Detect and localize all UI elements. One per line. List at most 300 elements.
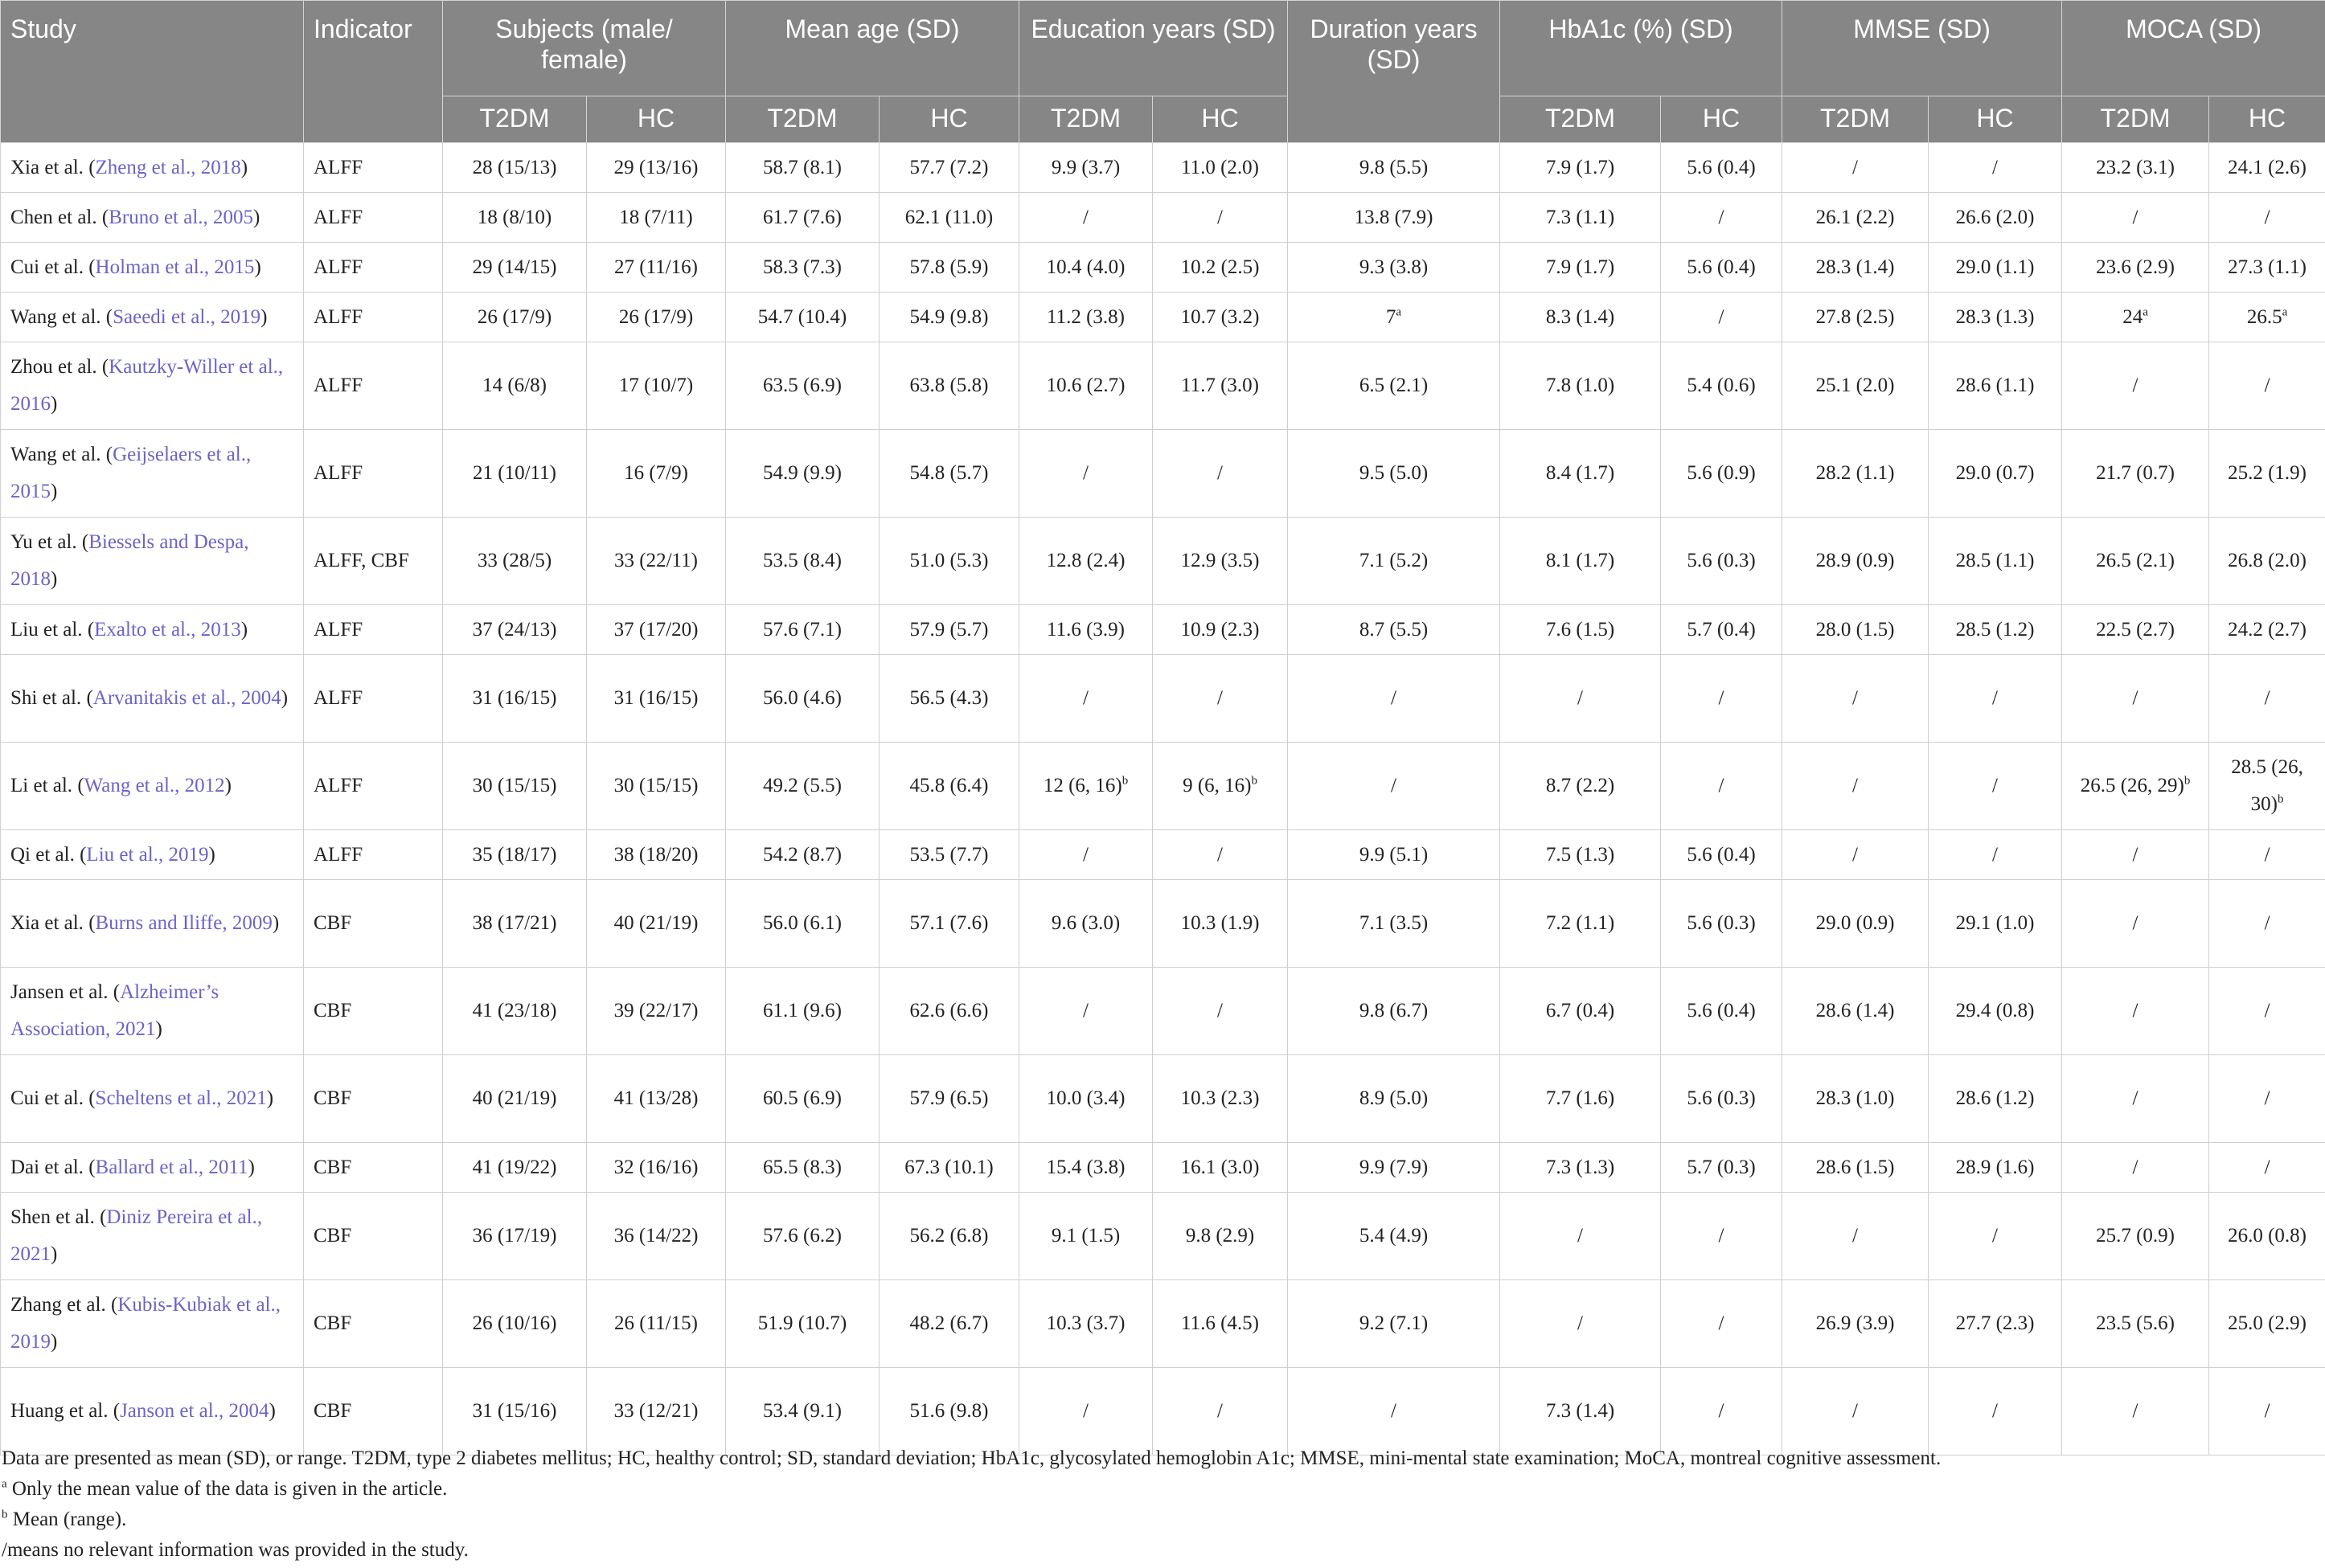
value-mmse-t2dm: 27.8 (2.5) bbox=[1815, 305, 1895, 328]
value-mmse-hc: 28.3 (1.3) bbox=[1955, 305, 2035, 328]
table-row bbox=[1, 518, 2325, 605]
cell-hba1c-t2dm bbox=[1500, 830, 1661, 880]
cell-subj-hc bbox=[587, 655, 726, 743]
cell-mmse-t2dm bbox=[1782, 243, 1929, 293]
value-subj-t2dm: 26 (17/9) bbox=[477, 305, 552, 328]
subheader-age-hc: HC bbox=[880, 96, 1019, 143]
value-age-hc: 45.8 (6.4) bbox=[909, 775, 989, 796]
cell-age-hc bbox=[880, 655, 1019, 743]
cell-age-t2dm bbox=[726, 968, 880, 1055]
cell-mmse-t2dm bbox=[1782, 1368, 1929, 1455]
value-age-t2dm: 61.7 (7.6) bbox=[763, 206, 842, 228]
cell-mmse-t2dm bbox=[1782, 1280, 1929, 1368]
value-subj-t2dm: 31 (15/16) bbox=[472, 1400, 557, 1422]
value-duration: 8.9 (5.0) bbox=[1359, 1087, 1429, 1109]
value-hba1c-t2dm: 8.1 (1.7) bbox=[1545, 550, 1615, 571]
study-cell: Xia et al. (Zheng et al., 2018) bbox=[1, 143, 304, 193]
cell-moca-t2dm bbox=[2062, 143, 2209, 193]
cell-age-hc bbox=[880, 743, 1019, 830]
cell-mmse-t2dm bbox=[1782, 293, 1929, 342]
cell-edu-hc bbox=[1153, 243, 1288, 293]
cell-subj-t2dm bbox=[443, 293, 587, 342]
value-hba1c-hc: / bbox=[1718, 1225, 1724, 1247]
indicator-cell: ALFF bbox=[304, 655, 443, 743]
value-subj-t2dm: 14 (6/8) bbox=[482, 375, 547, 396]
header-education: Education years (SD) bbox=[1019, 1, 1288, 96]
study-author: Cui et al. bbox=[10, 256, 84, 278]
value-duration: 6.5 (2.1) bbox=[1359, 375, 1429, 396]
cell-subj-t2dm bbox=[443, 1368, 587, 1455]
study-reference-link[interactable]: Exalto et al., 2013 bbox=[94, 618, 241, 641]
cell-duration bbox=[1288, 655, 1500, 743]
value-mmse-hc: 29.1 (1.0) bbox=[1955, 912, 2035, 934]
cell-hba1c-t2dm bbox=[1500, 968, 1661, 1055]
value-age-hc: 62.1 (11.0) bbox=[904, 206, 994, 228]
value-hba1c-hc: 5.7 (0.3) bbox=[1687, 1156, 1756, 1178]
value-moca-hc: 28.5 (26, 30) bbox=[2231, 756, 2303, 815]
cell-hba1c-t2dm bbox=[1500, 518, 1661, 605]
cell-mmse-t2dm bbox=[1782, 1055, 1929, 1143]
table-row bbox=[1, 880, 2325, 968]
cell-edu-t2dm bbox=[1019, 1280, 1153, 1368]
cell-mmse-t2dm bbox=[1782, 193, 1929, 243]
value-edu-hc: / bbox=[1217, 1000, 1223, 1021]
cell-subj-t2dm bbox=[443, 342, 587, 430]
value-edu-hc: / bbox=[1217, 687, 1223, 709]
value-hba1c-t2dm: 7.5 (1.3) bbox=[1545, 843, 1615, 866]
value-mmse-t2dm: 28.3 (1.4) bbox=[1815, 256, 1895, 278]
study-reference-link[interactable]: Biessels and Despa, 2018 bbox=[10, 531, 249, 590]
value-mmse-t2dm: 28.9 (0.9) bbox=[1815, 550, 1895, 571]
cell-moca-t2dm bbox=[2062, 743, 2209, 830]
value-age-hc: 56.2 (6.8) bbox=[909, 1225, 989, 1247]
study-reference-link[interactable]: Burns and Iliffe, 2009 bbox=[95, 912, 273, 934]
cell-subj-t2dm bbox=[443, 1143, 587, 1193]
cell-hba1c-hc bbox=[1661, 968, 1782, 1055]
cell-edu-hc bbox=[1153, 1280, 1288, 1368]
footnote-marker: a bbox=[2143, 305, 2148, 319]
cell-hba1c-t2dm bbox=[1500, 655, 1661, 743]
study-reference-link[interactable]: Saeedi et al., 2019 bbox=[113, 305, 261, 328]
cell-age-hc bbox=[880, 1280, 1019, 1368]
value-subj-t2dm: 18 (8/10) bbox=[477, 206, 552, 228]
cell-hba1c-hc bbox=[1661, 1055, 1782, 1143]
value-mmse-hc: 28.9 (1.6) bbox=[1955, 1156, 2035, 1178]
value-edu-t2dm: 12 (6, 16) bbox=[1043, 775, 1122, 796]
value-subj-hc: 41 (13/28) bbox=[613, 1087, 699, 1109]
study-cell: Zhang et al. (Kubis-Kubiak et al., 2019) bbox=[1, 1280, 304, 1368]
cell-age-hc bbox=[880, 143, 1019, 193]
footnote-abbreviations: Data are presented as mean (SD), or range. T2DM, type 2 diabetes mellitus; HC, healthy control; SD, standard deviation; HbA1c, glycosylated hemoglobin A1c; MMSE, mini-mental state examination; MoCA, montreal cognitive assessment. bbox=[2, 1447, 1942, 1469]
cell-edu-t2dm bbox=[1019, 518, 1153, 605]
value-mmse-t2dm: 26.1 (2.2) bbox=[1815, 206, 1895, 228]
value-duration: 9.3 (3.8) bbox=[1359, 256, 1429, 278]
cell-hba1c-t2dm bbox=[1500, 430, 1661, 518]
value-mmse-hc: 27.7 (2.3) bbox=[1955, 1312, 2035, 1334]
cell-subj-hc bbox=[587, 293, 726, 342]
value-hba1c-hc: / bbox=[1718, 206, 1724, 228]
study-reference-link[interactable]: Bruno et al., 2005 bbox=[109, 206, 254, 228]
cell-mmse-t2dm bbox=[1782, 830, 1929, 880]
value-age-t2dm: 54.9 (9.9) bbox=[763, 462, 842, 484]
study-author: Zhou et al. bbox=[10, 356, 97, 378]
indicator-cell: CBF bbox=[304, 1280, 443, 1368]
cell-mmse-hc bbox=[1929, 293, 2062, 342]
value-mmse-t2dm: 28.6 (1.5) bbox=[1815, 1156, 1895, 1178]
value-edu-t2dm: 10.0 (3.4) bbox=[1046, 1087, 1126, 1109]
value-mmse-hc: / bbox=[1992, 687, 1998, 709]
cell-duration bbox=[1288, 293, 1500, 342]
footnote-b-marker: b bbox=[2, 1508, 8, 1521]
cell-edu-t2dm bbox=[1019, 143, 1153, 193]
value-hba1c-t2dm: 8.7 (2.2) bbox=[1545, 775, 1615, 796]
value-moca-hc: / bbox=[2264, 1156, 2270, 1178]
cell-edu-t2dm bbox=[1019, 968, 1153, 1055]
cell-mmse-hc bbox=[1929, 193, 2062, 243]
value-age-hc: 56.5 (4.3) bbox=[909, 687, 989, 709]
cell-subj-hc bbox=[587, 968, 726, 1055]
value-mmse-t2dm: 26.9 (3.9) bbox=[1815, 1312, 1895, 1334]
cell-hba1c-t2dm bbox=[1500, 1368, 1661, 1455]
cell-age-hc bbox=[880, 293, 1019, 342]
value-edu-hc: 16.1 (3.0) bbox=[1180, 1156, 1260, 1178]
cell-mmse-t2dm bbox=[1782, 518, 1929, 605]
value-age-hc: 51.6 (9.8) bbox=[909, 1400, 989, 1422]
cell-age-t2dm bbox=[726, 605, 880, 655]
footnote-marker: b bbox=[2277, 792, 2284, 806]
study-cell: Wang et al. (Geijselaers et al., 2015) bbox=[1, 430, 304, 518]
cell-duration bbox=[1288, 143, 1500, 193]
study-reference-link[interactable]: Wang et al., 2012 bbox=[84, 775, 225, 796]
value-edu-t2dm: 10.3 (3.7) bbox=[1046, 1312, 1126, 1334]
cell-edu-t2dm bbox=[1019, 880, 1153, 968]
cell-duration bbox=[1288, 1055, 1500, 1143]
cell-moca-t2dm bbox=[2062, 342, 2209, 430]
value-hba1c-t2dm: 7.3 (1.4) bbox=[1545, 1400, 1615, 1422]
cell-moca-hc bbox=[2209, 743, 2325, 830]
study-author: Shen et al. bbox=[10, 1206, 95, 1228]
value-hba1c-hc: 5.6 (0.3) bbox=[1687, 912, 1756, 934]
value-age-hc: 63.8 (5.8) bbox=[909, 375, 989, 396]
value-hba1c-t2dm: 7.9 (1.7) bbox=[1545, 156, 1615, 178]
cell-moca-hc bbox=[2209, 143, 2325, 193]
value-moca-t2dm: 23.6 (2.9) bbox=[2096, 256, 2175, 278]
cell-age-hc bbox=[880, 1193, 1019, 1280]
study-cell: Jansen et al. (Alzheimer’s Association, 2021) bbox=[1, 968, 304, 1055]
cell-subj-hc bbox=[587, 518, 726, 605]
value-subj-hc: 17 (10/7) bbox=[618, 375, 694, 396]
study-reference-link[interactable]: Scheltens et al., 2021 bbox=[95, 1087, 267, 1109]
study-reference-link[interactable]: Alzheimer’s Association, 2021 bbox=[10, 981, 219, 1040]
cell-moca-t2dm bbox=[2062, 430, 2209, 518]
cell-hba1c-t2dm bbox=[1500, 243, 1661, 293]
study-reference-link[interactable]: Kautzky-Willer et al., 2016 bbox=[10, 356, 284, 415]
value-mmse-t2dm: / bbox=[1852, 1400, 1858, 1422]
value-duration: / bbox=[1391, 687, 1396, 709]
study-cell: Shi et al. (Arvanitakis et al., 2004) bbox=[1, 655, 304, 743]
indicator-cell: CBF bbox=[304, 1368, 443, 1455]
indicator-cell: CBF bbox=[304, 1143, 443, 1193]
cell-hba1c-hc bbox=[1661, 243, 1782, 293]
cell-mmse-t2dm bbox=[1782, 143, 1929, 193]
study-author: Cui et al. bbox=[10, 1087, 84, 1109]
cell-age-t2dm bbox=[726, 243, 880, 293]
study-author: Wang et al. bbox=[10, 444, 101, 465]
value-mmse-hc: 28.6 (1.2) bbox=[1955, 1087, 2035, 1109]
cell-edu-hc bbox=[1153, 293, 1288, 342]
value-moca-hc: / bbox=[2264, 843, 2270, 866]
cell-subj-hc bbox=[587, 193, 726, 243]
cell-moca-t2dm bbox=[2062, 1280, 2209, 1368]
value-duration: / bbox=[1391, 775, 1396, 796]
value-mmse-hc: / bbox=[1992, 775, 1998, 796]
value-edu-t2dm: 10.4 (4.0) bbox=[1046, 256, 1126, 278]
cell-mmse-hc bbox=[1929, 968, 2062, 1055]
cell-mmse-hc bbox=[1929, 655, 2062, 743]
value-edu-hc: 11.6 (4.5) bbox=[1181, 1312, 1259, 1334]
value-edu-hc: 10.2 (2.5) bbox=[1180, 256, 1260, 278]
cell-mmse-hc bbox=[1929, 143, 2062, 193]
subheader-hba1c-t2dm: T2DM bbox=[1500, 96, 1661, 143]
cell-edu-t2dm bbox=[1019, 430, 1153, 518]
cell-hba1c-hc bbox=[1661, 193, 1782, 243]
value-subj-t2dm: 31 (16/15) bbox=[472, 687, 557, 709]
value-subj-hc: 16 (7/9) bbox=[624, 462, 688, 484]
value-mmse-hc: / bbox=[1992, 156, 1998, 178]
cell-hba1c-hc bbox=[1661, 293, 1782, 342]
value-moca-hc: 26.5 bbox=[2246, 305, 2282, 328]
table-row bbox=[1, 342, 2325, 430]
cell-moca-t2dm bbox=[2062, 518, 2209, 605]
cell-age-hc bbox=[880, 1055, 1019, 1143]
subheader-hba1c-hc: HC bbox=[1661, 96, 1782, 143]
cell-edu-t2dm bbox=[1019, 243, 1153, 293]
value-duration: 7 bbox=[1385, 305, 1396, 328]
cell-hba1c-t2dm bbox=[1500, 605, 1661, 655]
value-age-hc: 67.3 (10.1) bbox=[904, 1156, 994, 1178]
cell-edu-hc bbox=[1153, 430, 1288, 518]
cell-age-t2dm bbox=[726, 1280, 880, 1368]
value-age-hc: 62.6 (6.6) bbox=[909, 1000, 989, 1021]
table-row bbox=[1, 655, 2325, 743]
cell-age-hc bbox=[880, 193, 1019, 243]
value-age-hc: 57.8 (5.9) bbox=[909, 256, 989, 278]
study-reference-link[interactable]: Geijselaers et al., 2015 bbox=[10, 444, 252, 502]
cell-subj-hc bbox=[587, 605, 726, 655]
cell-hba1c-hc bbox=[1661, 605, 1782, 655]
value-hba1c-t2dm: / bbox=[1577, 687, 1583, 709]
study-reference-link[interactable]: Kubis-Kubiak et al., 2019 bbox=[10, 1294, 281, 1353]
header-hba1c: HbA1c (%) (SD) bbox=[1500, 1, 1782, 96]
value-edu-t2dm: 11.6 (3.9) bbox=[1047, 618, 1125, 641]
cell-subj-t2dm bbox=[443, 830, 587, 880]
cell-hba1c-t2dm bbox=[1500, 1055, 1661, 1143]
cell-age-t2dm bbox=[726, 655, 880, 743]
value-hba1c-hc: / bbox=[1718, 687, 1724, 709]
cell-subj-t2dm bbox=[443, 143, 587, 193]
study-cell: Cui et al. (Holman et al., 2015) bbox=[1, 243, 304, 293]
study-reference-link[interactable]: Janson et al., 2004 bbox=[120, 1400, 269, 1422]
cell-duration bbox=[1288, 1143, 1500, 1193]
study-reference-link[interactable]: Liu et al., 2019 bbox=[86, 843, 209, 866]
cell-hba1c-hc bbox=[1661, 880, 1782, 968]
cell-mmse-hc bbox=[1929, 830, 2062, 880]
cell-age-t2dm bbox=[726, 1368, 880, 1455]
study-reference-link[interactable]: Diniz Pereira et al., 2021 bbox=[10, 1206, 263, 1265]
study-cell: Qi et al. (Liu et al., 2019) bbox=[1, 830, 304, 880]
value-mmse-hc: 28.5 (1.2) bbox=[1955, 618, 2035, 641]
cell-edu-t2dm bbox=[1019, 342, 1153, 430]
study-author: Yu et al. bbox=[10, 531, 77, 553]
value-subj-hc: 33 (22/11) bbox=[614, 550, 698, 571]
cell-subj-t2dm bbox=[443, 1193, 587, 1280]
cell-moca-hc bbox=[2209, 1143, 2325, 1193]
value-edu-hc: / bbox=[1217, 206, 1223, 228]
table-row bbox=[1, 293, 2325, 342]
value-hba1c-hc: 5.6 (0.4) bbox=[1687, 843, 1756, 866]
cell-mmse-hc bbox=[1929, 605, 2062, 655]
cell-moca-t2dm bbox=[2062, 1055, 2209, 1143]
cell-edu-hc bbox=[1153, 1368, 1288, 1455]
cell-mmse-hc bbox=[1929, 1193, 2062, 1280]
subheader-age-t2dm: T2DM bbox=[726, 96, 880, 143]
table-row bbox=[1, 1143, 2325, 1193]
value-mmse-t2dm: 29.0 (0.9) bbox=[1815, 912, 1895, 934]
value-subj-hc: 38 (18/20) bbox=[613, 843, 699, 866]
cell-mmse-hc bbox=[1929, 342, 2062, 430]
cell-edu-hc bbox=[1153, 880, 1288, 968]
cell-moca-t2dm bbox=[2062, 968, 2209, 1055]
value-hba1c-hc: / bbox=[1718, 775, 1724, 796]
cell-edu-hc bbox=[1153, 1055, 1288, 1143]
cell-duration bbox=[1288, 1280, 1500, 1368]
cell-subj-hc bbox=[587, 1055, 726, 1143]
value-subj-t2dm: 33 (28/5) bbox=[477, 550, 552, 571]
value-subj-t2dm: 30 (15/15) bbox=[472, 775, 557, 796]
subheader-subjects-hc: HC bbox=[587, 96, 726, 143]
table-footnotes bbox=[0, 1444, 2317, 1566]
study-cell: Liu et al. (Exalto et al., 2013) bbox=[1, 605, 304, 655]
study-author: Jansen et al. bbox=[10, 981, 109, 1003]
study-reference-link[interactable]: Zheng et al., 2018 bbox=[95, 156, 241, 178]
indicator-cell: ALFF, CBF bbox=[304, 518, 443, 605]
value-mmse-hc: 29.0 (1.1) bbox=[1955, 256, 2035, 278]
cell-hba1c-hc bbox=[1661, 1143, 1782, 1193]
study-author: Chen et al. bbox=[10, 206, 97, 228]
value-duration: 9.9 (7.9) bbox=[1359, 1156, 1429, 1178]
study-reference-link[interactable]: Arvanitakis et al., 2004 bbox=[92, 687, 281, 709]
cell-hba1c-hc bbox=[1661, 655, 1782, 743]
value-mmse-t2dm: / bbox=[1852, 156, 1858, 178]
cell-moca-t2dm bbox=[2062, 243, 2209, 293]
cell-hba1c-t2dm bbox=[1500, 1280, 1661, 1368]
value-hba1c-hc: 5.6 (0.4) bbox=[1687, 156, 1756, 178]
value-mmse-t2dm: 25.1 (2.0) bbox=[1815, 375, 1895, 396]
value-moca-hc: 24.1 (2.6) bbox=[2228, 156, 2307, 178]
value-hba1c-hc: 5.6 (0.9) bbox=[1687, 462, 1756, 484]
cell-age-hc bbox=[880, 1143, 1019, 1193]
cell-duration bbox=[1288, 193, 1500, 243]
study-author: Li et al. bbox=[10, 775, 73, 796]
value-age-t2dm: 57.6 (7.1) bbox=[763, 618, 842, 641]
cell-mmse-hc bbox=[1929, 1055, 2062, 1143]
value-mmse-t2dm: 28.2 (1.1) bbox=[1815, 462, 1895, 484]
cell-edu-t2dm bbox=[1019, 743, 1153, 830]
cell-age-hc bbox=[880, 430, 1019, 518]
cell-subj-t2dm bbox=[443, 655, 587, 743]
value-hba1c-t2dm: 7.8 (1.0) bbox=[1545, 375, 1615, 396]
footnote-marker: a bbox=[1396, 305, 1402, 319]
table-row bbox=[1, 143, 2325, 193]
cell-age-t2dm bbox=[726, 830, 880, 880]
cell-moca-t2dm bbox=[2062, 880, 2209, 968]
cell-hba1c-hc bbox=[1661, 1193, 1782, 1280]
value-duration: 9.9 (5.1) bbox=[1359, 843, 1429, 866]
cell-duration bbox=[1288, 1368, 1500, 1455]
value-moca-hc: 26.0 (0.8) bbox=[2228, 1225, 2307, 1247]
value-hba1c-t2dm: 7.3 (1.1) bbox=[1545, 206, 1615, 228]
subheader-edu-hc: HC bbox=[1153, 96, 1288, 143]
value-moca-hc: / bbox=[2264, 375, 2270, 396]
study-author: Zhang et al. bbox=[10, 1294, 106, 1316]
header-study: Study bbox=[1, 1, 304, 143]
value-moca-hc: 24.2 (2.7) bbox=[2228, 618, 2307, 641]
value-age-hc: 53.5 (7.7) bbox=[909, 843, 989, 866]
study-reference-link[interactable]: Holman et al., 2015 bbox=[95, 256, 255, 278]
value-edu-t2dm: 9.6 (3.0) bbox=[1051, 912, 1121, 934]
value-subj-t2dm: 41 (23/18) bbox=[472, 1000, 557, 1021]
value-moca-t2dm: 24 bbox=[2122, 305, 2143, 328]
footnote-a-marker: a bbox=[2, 1477, 7, 1491]
value-edu-t2dm: / bbox=[1083, 462, 1089, 484]
header-mmse: MMSE (SD) bbox=[1782, 1, 2062, 96]
cell-mmse-hc bbox=[1929, 1143, 2062, 1193]
study-cell: Cui et al. (Scheltens et al., 2021) bbox=[1, 1055, 304, 1143]
value-moca-t2dm: / bbox=[2132, 1400, 2138, 1422]
study-cell: Chen et al. (Bruno et al., 2005) bbox=[1, 193, 304, 243]
value-edu-hc: 9 (6, 16) bbox=[1183, 775, 1252, 796]
cell-mmse-t2dm bbox=[1782, 342, 1929, 430]
study-reference-link[interactable]: Ballard et al., 2011 bbox=[95, 1156, 248, 1178]
subheader-subjects-t2dm: T2DM bbox=[443, 96, 587, 143]
value-edu-hc: / bbox=[1217, 462, 1223, 484]
cell-moca-t2dm bbox=[2062, 193, 2209, 243]
value-hba1c-t2dm: 7.6 (1.5) bbox=[1545, 618, 1615, 641]
table-row bbox=[1, 1368, 2325, 1455]
cell-age-t2dm bbox=[726, 293, 880, 342]
subheader-edu-t2dm: T2DM bbox=[1019, 96, 1153, 143]
cell-edu-t2dm bbox=[1019, 1193, 1153, 1280]
value-hba1c-t2dm: 7.3 (1.3) bbox=[1545, 1156, 1615, 1178]
table-row bbox=[1, 243, 2325, 293]
cell-subj-hc bbox=[587, 342, 726, 430]
value-edu-t2dm: / bbox=[1083, 843, 1089, 866]
cell-mmse-t2dm bbox=[1782, 655, 1929, 743]
value-subj-hc: 18 (7/11) bbox=[619, 206, 693, 228]
value-age-hc: 57.1 (7.6) bbox=[909, 912, 989, 934]
footnote-b-text: Mean (range). bbox=[12, 1509, 127, 1530]
study-cell: Yu et al. (Biessels and Despa, 2018) bbox=[1, 518, 304, 605]
cell-subj-hc bbox=[587, 1280, 726, 1368]
cell-moca-hc bbox=[2209, 830, 2325, 880]
cell-age-hc bbox=[880, 968, 1019, 1055]
footnote-marker: a bbox=[2282, 305, 2288, 319]
cell-duration bbox=[1288, 880, 1500, 968]
value-age-t2dm: 58.7 (8.1) bbox=[763, 156, 842, 178]
cell-age-t2dm bbox=[726, 518, 880, 605]
value-mmse-t2dm: 28.0 (1.5) bbox=[1815, 618, 1895, 641]
cell-edu-hc bbox=[1153, 743, 1288, 830]
